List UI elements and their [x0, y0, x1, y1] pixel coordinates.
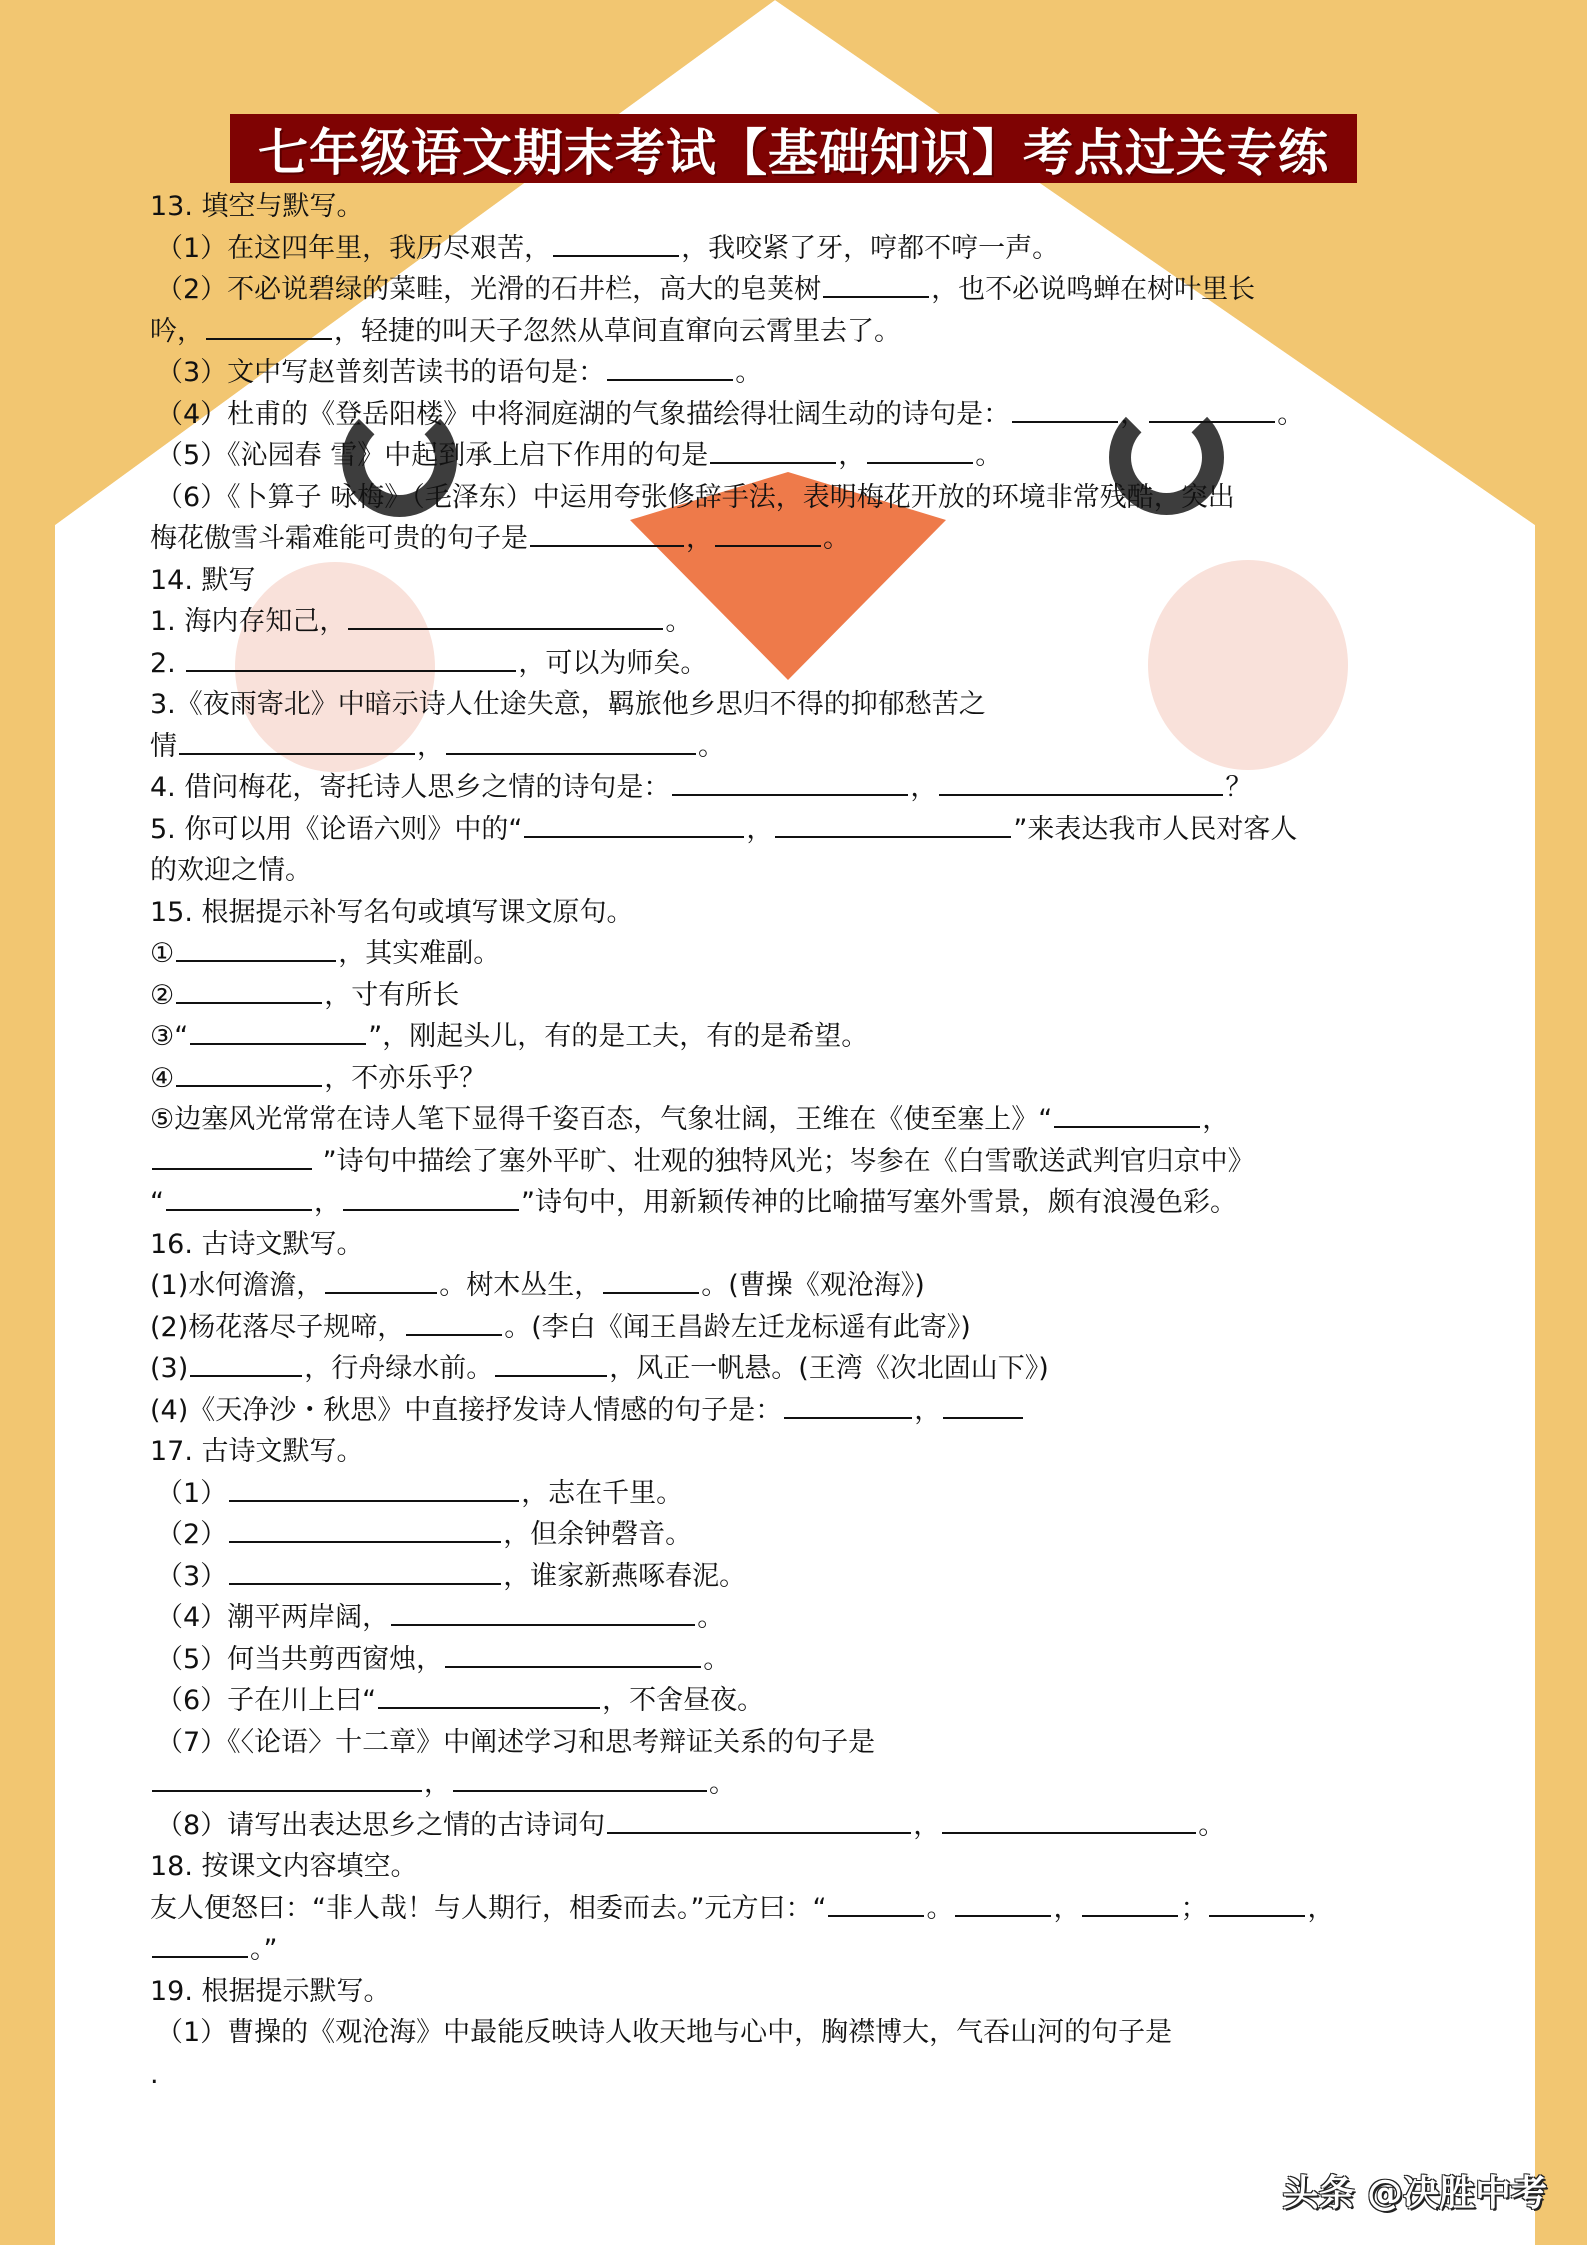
text: ，志在千里。 [521, 1477, 684, 1509]
text: ，寸有所长 [324, 979, 460, 1011]
text: ③“ [150, 1021, 189, 1052]
answer-blank[interactable] [190, 1349, 302, 1377]
answer-blank[interactable] [828, 1889, 924, 1917]
answer-blank[interactable] [179, 727, 415, 755]
answer-blank[interactable] [495, 1349, 607, 1377]
text: （1） [156, 1477, 228, 1509]
answer-blank[interactable] [784, 1391, 912, 1419]
page-title: 七年级语文期末考试【基础知识】考点过关专练 [230, 114, 1357, 183]
text: （7）《〈论语〉十二章》中阐述学习和思考辩证关系的句子是 [156, 1726, 876, 1758]
text: （2）不必说碧绿的菜畦，光滑的石井栏，高大的皂荚树 [156, 274, 822, 305]
text: （1）曹操的《观沧海》中最能反映诗人收天地与心中，胸襟博大，气吞山河的句子是 [156, 2017, 1173, 2048]
answer-blank[interactable] [176, 976, 322, 1004]
answer-blank[interactable] [229, 1515, 501, 1543]
answer-blank[interactable] [176, 934, 336, 962]
text: (4)《天净沙・秋思》中直接抒发诗人情感的句子是： [150, 1394, 783, 1426]
answer-blank[interactable] [378, 1681, 600, 1709]
text: 。 [709, 1768, 736, 1799]
text: ， [913, 1809, 941, 1841]
answer-blank[interactable] [553, 229, 679, 257]
answer-blank[interactable] [152, 1930, 248, 1958]
answer-blank[interactable] [710, 436, 836, 464]
watermark: 头条 @决胜中考 [1282, 2173, 1547, 2214]
text: “ [150, 1187, 164, 1218]
text: ， [1202, 1104, 1230, 1135]
answer-blank[interactable] [1012, 395, 1118, 423]
answer-blank[interactable] [943, 1391, 1023, 1419]
text: ，但余钟磬音。 [503, 1519, 693, 1550]
q19-item-1-cont [150, 2054, 1440, 2096]
q17-item-7 [150, 1722, 1440, 1764]
text: 。 [697, 1602, 725, 1633]
text: ⑤边塞风光常常在诗人笔下显得千姿百态，气象壮阔，王维在《使至塞上》“ [150, 1104, 1053, 1135]
text: （6）《卜算子 咏梅》（毛泽东）中运用夸张修辞手法，表明梅花开放的环境非常残酷，突出 [156, 481, 1235, 513]
answer-blank[interactable] [530, 519, 684, 547]
answer-blank[interactable] [823, 270, 929, 298]
text: ② [150, 979, 175, 1011]
text: ，轻捷的叫天子忽然从草间直窜向云霄里去了。 [334, 315, 901, 347]
text: ； [1180, 1892, 1208, 1924]
q14-item-3 [150, 684, 1440, 726]
answer-blank[interactable] [524, 810, 744, 838]
text: (2)杨花落尽子规啼， [150, 1311, 405, 1343]
q17-item-8 [150, 1805, 1440, 1847]
text: 。 [1198, 1809, 1226, 1841]
text: ”诗句中，用新颖传神的比喻描写塞外雪景，颇有浪漫色彩。 [521, 1187, 1237, 1218]
text: 。(李白《闻王昌龄左迁龙标遥有此寄》) [504, 1311, 971, 1343]
q19-item-1 [150, 2012, 1440, 2054]
q17-item-1 [150, 1473, 1440, 1515]
q13-item-2 [150, 269, 1440, 311]
answer-blank[interactable] [343, 1183, 519, 1211]
text: ，不舍昼夜。 [602, 1685, 765, 1716]
text: 。 [1277, 398, 1305, 430]
answer-blank[interactable] [942, 1806, 1196, 1834]
text: ，行舟绿水前。 [304, 1353, 494, 1384]
text: ，可以为师矣。 [518, 647, 708, 679]
q19-heading: 19. 根据提示默写。 [150, 1975, 391, 2007]
q17-item-7-cont [150, 1763, 1440, 1805]
text: ， [1307, 1892, 1335, 1924]
q17-item-6 [150, 1680, 1440, 1722]
text: ，其实难副。 [338, 938, 501, 969]
text: ”，刚起头儿，有的是工夫，有的是希望。 [368, 1021, 869, 1052]
text: （5）《沁园春 雪》中起到承上启下作用的句是 [156, 440, 709, 471]
q13-item-4 [150, 394, 1440, 436]
q14-item-5-cont [150, 850, 1440, 892]
q15-item-4 [150, 1058, 1440, 1100]
q13-item-5 [150, 435, 1440, 477]
q14-item-1 [150, 601, 1440, 643]
text: . [150, 2058, 159, 2090]
q15-item-2 [150, 975, 1440, 1017]
answer-blank[interactable] [166, 1183, 312, 1211]
q13-item-1 [150, 228, 1440, 270]
answer-blank[interactable] [446, 727, 696, 755]
text: ， [686, 523, 713, 554]
answer-blank[interactable] [229, 1557, 501, 1585]
text: （3） [156, 1560, 228, 1592]
text: （2） [156, 1519, 228, 1550]
q16-heading: 16. 古诗文默写。 [150, 1228, 364, 1260]
q15-item-5 [150, 1099, 1440, 1141]
text: ， [1053, 1892, 1081, 1924]
text: 4. 借问梅花，寄托诗人思乡之情的诗句是： [150, 772, 671, 803]
text: 3.《夜雨寄北》中暗示诗人仕途失意，羁旅他乡思归不得的抑郁愁苦之 [150, 689, 986, 720]
q17-item-5 [150, 1639, 1440, 1681]
text: ，不亦乐乎？ [324, 1062, 487, 1094]
q16-item-3 [150, 1348, 1440, 1390]
exam-content [150, 186, 1440, 2095]
q15-item-5-cont2 [150, 1182, 1440, 1224]
text: ， [314, 1187, 341, 1218]
text: ， [746, 813, 774, 845]
text: ， [424, 1768, 451, 1799]
text: ”诗句中描绘了塞外平旷、壮观的独特风光；岑参在《白雪歌送武判官归京中》 [314, 1145, 1255, 1177]
q18-item-1-cont [150, 1929, 1440, 1971]
text: ，我咬紧了牙，哼都不哼一声。 [681, 232, 1060, 264]
answer-blank[interactable] [325, 1266, 437, 1294]
q15-heading: 15. 根据提示补写名句或填写课文原句。 [150, 896, 634, 928]
answer-blank[interactable] [391, 1598, 695, 1626]
answer-blank[interactable] [229, 1474, 519, 1502]
q16-item-2 [150, 1307, 1440, 1349]
answer-blank[interactable] [445, 1640, 701, 1668]
q16-item-1 [150, 1265, 1440, 1307]
text: 。 [735, 357, 763, 388]
q14-item-2 [150, 643, 1440, 685]
q13-item-6-cont [150, 518, 1440, 560]
text: ， [910, 772, 938, 803]
text: 5. 你可以用《论语六则》中的“ [150, 813, 523, 845]
text: ， [1120, 398, 1148, 430]
text: （4）潮平两岸阔， [156, 1602, 390, 1633]
answer-blank[interactable] [607, 353, 733, 381]
text: 。 [703, 1643, 731, 1675]
q14-item-3-cont [150, 726, 1440, 768]
text: ， [914, 1394, 942, 1426]
q15-item-5-cont [150, 1141, 1440, 1183]
q17-item-2 [150, 1514, 1440, 1556]
text: 。 [698, 730, 725, 762]
text: （1）在这四年里，我历尽艰苦， [156, 232, 552, 264]
answer-blank[interactable] [152, 1764, 422, 1792]
answer-blank[interactable] [1149, 395, 1275, 423]
answer-blank[interactable] [190, 1017, 366, 1045]
text: 。 [823, 523, 850, 554]
text: 友人便怒曰：“非人哉！与人期行，相委而去。”元方曰：“ [150, 1892, 827, 1924]
answer-blank[interactable] [152, 1142, 312, 1170]
text: 2. [150, 647, 185, 679]
answer-blank[interactable] [176, 1059, 322, 1087]
text: （4）杜甫的《登岳阳楼》中将洞庭湖的气象描绘得壮阔生动的诗句是： [156, 398, 1011, 430]
text: ？ [1225, 772, 1253, 803]
answer-blank[interactable] [715, 519, 821, 547]
q14-heading: 14. 默写 [150, 564, 256, 596]
text: 。(曹操《观沧海》) [701, 1270, 925, 1301]
q17-item-4 [150, 1597, 1440, 1639]
answer-blank[interactable] [939, 768, 1223, 796]
q13-heading: 13. 填空与默写。 [150, 191, 364, 222]
q18-heading: 18. 按课文内容填空。 [150, 1851, 418, 1882]
answer-blank[interactable] [603, 1266, 699, 1294]
answer-blank[interactable] [867, 436, 973, 464]
text: （8）请写出表达思乡之情的古诗词句 [156, 1809, 606, 1841]
text: 梅花傲雪斗霜难能可贵的句子是 [150, 523, 528, 554]
q13-item-6 [150, 477, 1440, 519]
answer-blank[interactable] [348, 602, 663, 630]
text: 。 [975, 440, 1003, 471]
answer-blank[interactable] [1054, 1100, 1200, 1128]
text: （6）子在川上曰“ [156, 1685, 377, 1716]
text: ① [150, 938, 175, 969]
text: (3) [150, 1353, 189, 1384]
text: 。 [926, 1892, 954, 1924]
text: ，也不必说鸣蝉在树叶里长 [931, 274, 1256, 305]
q13-item-2-cont [150, 311, 1440, 353]
q14-item-5 [150, 809, 1440, 851]
answer-blank[interactable] [1082, 1889, 1178, 1917]
text: ④ [150, 1062, 175, 1094]
text: ，风正一帆悬。(王湾《次北固山下》) [609, 1353, 1049, 1384]
answer-blank[interactable] [955, 1889, 1051, 1917]
text: ， [417, 730, 444, 762]
text: 。树木丛生， [439, 1270, 602, 1301]
text: 。 [665, 606, 693, 637]
answer-blank[interactable] [206, 312, 332, 340]
text: (1)水何澹澹， [150, 1270, 324, 1301]
text: 。” [250, 1934, 278, 1965]
answer-blank[interactable] [775, 810, 1011, 838]
answer-blank[interactable] [406, 1308, 502, 1336]
q15-item-3 [150, 1016, 1440, 1058]
answer-blank[interactable] [1209, 1889, 1305, 1917]
text: 1. 海内存知己， [150, 606, 347, 637]
answer-blank[interactable] [186, 644, 516, 672]
text: （5）何当共剪西窗烛， [156, 1643, 444, 1675]
text: 情 [150, 730, 177, 762]
answer-blank[interactable] [607, 1806, 911, 1834]
q17-item-3 [150, 1556, 1440, 1598]
text: ”来表达我市人民对客人 [1013, 813, 1298, 845]
q13-item-3 [150, 352, 1440, 394]
q16-item-4 [150, 1390, 1440, 1432]
text: ， [838, 440, 866, 471]
text: 吟， [150, 315, 204, 347]
q14-item-4 [150, 767, 1440, 809]
q17-heading: 17. 古诗文默写。 [150, 1436, 364, 1467]
text: 的欢迎之情。 [150, 855, 312, 886]
text: （3）文中写赵普刻苦读书的语句是： [156, 357, 606, 388]
answer-blank[interactable] [453, 1764, 707, 1792]
q15-item-1 [150, 933, 1440, 975]
text: ，谁家新燕啄春泥。 [503, 1560, 747, 1592]
q18-item-1 [150, 1888, 1440, 1930]
answer-blank[interactable] [672, 768, 908, 796]
